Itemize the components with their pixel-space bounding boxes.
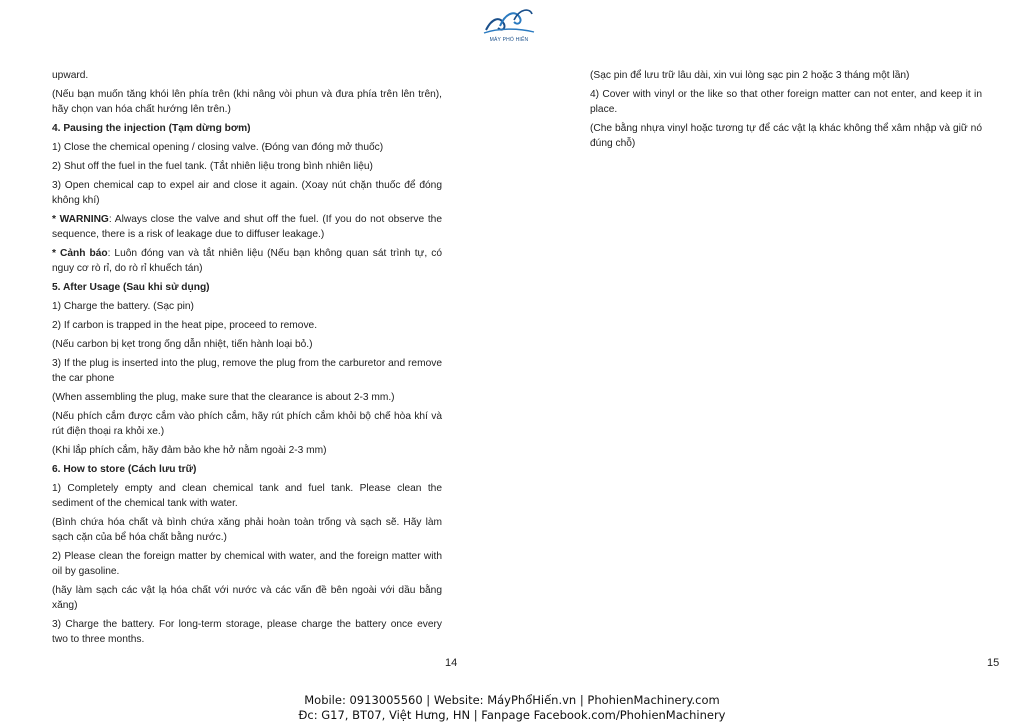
footer-contact-line: Mobile: 0913005560 | Website: MáyPhổHiến.vn | PhohienMachinery.com bbox=[304, 693, 720, 707]
paragraph: 3) If the plug is inserted into the plug, remove the plug from the carburetor and remove the car phone bbox=[52, 358, 442, 384]
warning-text: : Always close the valve and shut off the fuel. (If you do not observe the sequence, there is a risk of leakage due to diffuser leakage.) bbox=[52, 214, 443, 240]
paragraph: (Bình chứa hóa chất và bình chứa xăng phải hoàn toàn trống và sạch sẽ. Hãy làm sạch cặn của bể hóa chất bằng nước.) bbox=[52, 517, 442, 543]
paragraph: (Che bằng nhựa vinyl hoặc tương tự để các vật lạ khác không thể xâm nhập và giữ nó đúng chỗ) bbox=[590, 123, 982, 149]
warning-label: * WARNING bbox=[52, 214, 109, 225]
left-column bbox=[52, 68, 442, 651]
caution-paragraph bbox=[52, 246, 442, 276]
caution-text: : Luôn đóng van và tắt nhiên liệu (Nếu bạn không quan sát trình tự, có nguy cơ rò rỉ, do rò rỉ khuếch tán) bbox=[52, 248, 442, 274]
paragraph: 2) If carbon is trapped in the heat pipe, proceed to remove. bbox=[52, 320, 318, 331]
page-number-right: 15 bbox=[987, 657, 1000, 669]
paragraph: 4) Cover with vinyl or the like so that other foreign matter can not enter, and keep it in place. bbox=[590, 89, 982, 115]
page-number-left: 14 bbox=[445, 657, 458, 669]
paragraph: 1) Close the chemical opening / closing valve. (Đóng van đóng mở thuốc) bbox=[52, 142, 384, 153]
brand-logo bbox=[478, 6, 540, 46]
paragraph: (Nếu bạn muốn tăng khói lên phía trên (khi nâng vòi phun và đưa phía trên lên trên), hãy chọn van hóa chất hướng lên trên.) bbox=[52, 89, 442, 115]
paragraph: upward. bbox=[52, 70, 89, 81]
right-column bbox=[590, 68, 982, 155]
paragraph: 2) Please clean the foreign matter by chemical with water, and the foreign matter with oil by gasoline. bbox=[52, 551, 442, 577]
logo-text: MÁY PHỔ HIẾN bbox=[489, 37, 529, 43]
paragraph: 1) Completely empty and clean chemical tank and fuel tank. Please clean the sediment of the chemical tank with water. bbox=[52, 483, 442, 509]
logo-wave-icon bbox=[478, 6, 540, 38]
section-heading-4: 4. Pausing the injection (Tạm dừng bơm) bbox=[52, 123, 251, 134]
warning-paragraph bbox=[52, 212, 442, 242]
section-heading-5: 5. After Usage (Sau khi sử dụng) bbox=[52, 282, 210, 293]
paragraph: 2) Shut off the fuel in the fuel tank. (Tắt nhiên liệu trong bình nhiên liệu) bbox=[52, 161, 373, 172]
paragraph: (Nếu carbon bị kẹt trong ống dẫn nhiệt, tiến hành loại bỏ.) bbox=[52, 339, 313, 350]
paragraph: 1) Charge the battery. (Sạc pin) bbox=[52, 301, 194, 312]
caution-label: * Cảnh báo bbox=[52, 248, 108, 259]
footer-address-line: Đc: G17, BT07, Việt Hưng, HN | Fanpage Facebook.com/PhohienMachinery bbox=[298, 708, 726, 722]
paragraph: 3) Charge the battery. For long-term storage, please charge the battery once every two to three months. bbox=[52, 619, 442, 645]
paragraph: (Khi lắp phích cắm, hãy đảm bảo khe hở nằm ngoài 2-3 mm) bbox=[52, 445, 327, 456]
paragraph: (Sạc pin để lưu trữ lâu dài, xin vui lòng sạc pin 2 hoặc 3 tháng một lần) bbox=[590, 70, 910, 81]
paragraph: (hãy làm sạch các vật lạ hóa chất với nước và các vấn đề bên ngoài với dầu bằng xăng) bbox=[52, 585, 442, 611]
paragraph: (When assembling the plug, make sure that the clearance is about 2-3 mm.) bbox=[52, 392, 395, 403]
paragraph: (Nếu phích cắm được cắm vào phích cắm, hãy rút phích cắm khỏi bộ chế hòa khí và rút điện thoại ra khỏi xe.) bbox=[52, 411, 442, 437]
paragraph: 3) Open chemical cap to expel air and close it again. (Xoay nút chặn thuốc để đóng không khí) bbox=[52, 180, 442, 206]
section-heading-6: 6. How to store (Cách lưu trữ) bbox=[52, 464, 197, 475]
